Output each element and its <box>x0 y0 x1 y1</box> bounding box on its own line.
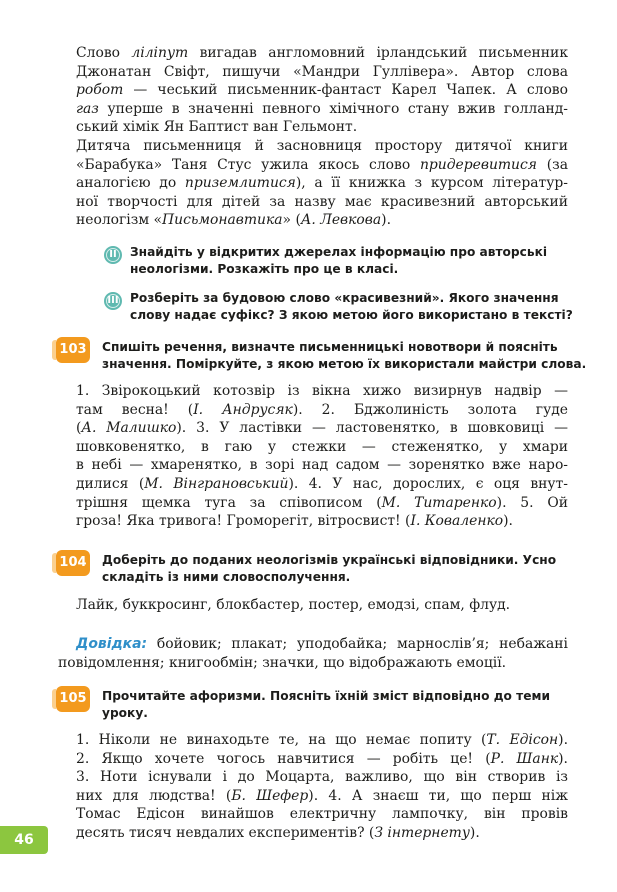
italic-fragment: І. Коваленко <box>410 513 504 530</box>
text-fragment: 1. Ніколи не винаходьте те, на що немає попиту ( <box>76 732 487 748</box>
text-fragment: в небі — хмаренятко, в зорі над садом — зоренятко вже наро- <box>76 457 568 474</box>
italic-fragment: Р. Шанк <box>490 750 559 767</box>
text-line <box>58 494 568 513</box>
text-line <box>58 137 568 156</box>
text-fragment: «Барабука» Таня Стус ужила якось слово <box>76 156 420 173</box>
italic-fragment: А. Левкова <box>300 212 382 229</box>
text-line <box>58 118 568 137</box>
italic-fragment: М. Вінграновський <box>144 475 289 492</box>
text-line <box>58 81 568 100</box>
exercise-103-task <box>102 339 587 373</box>
task-line: неологізми. Розкажіть про це в класі. <box>130 261 399 276</box>
text-fragment: ). <box>558 732 568 748</box>
text-fragment: вигадав англомовний ірландський письменник <box>188 45 568 61</box>
task-line: значення. Поміркуйте, з якою метою їх використали майстри слова. <box>102 356 587 371</box>
text-fragment: — чеський письменник-фантаст Карел Чапек. А слово <box>123 82 568 99</box>
italic-fragment: приземлитися <box>184 175 296 192</box>
page-number: 46 <box>0 826 48 854</box>
text-fragment: ), а її книжка з курсом літератур- <box>295 175 568 192</box>
text-fragment: 2. Якщо хочете чогось навчитися — робіть це! ( <box>76 750 491 767</box>
text-line <box>58 156 568 175</box>
hint-line-2: повідомлення; книгообмін; значки, що відображають емоції. <box>58 654 507 671</box>
text-fragment: ). 4. А знаєш ти, що перш ніж <box>308 787 568 804</box>
level-3-task <box>130 290 573 324</box>
text-line <box>58 44 568 63</box>
italic-fragment: М. Титаренко <box>381 494 497 511</box>
italic-fragment: Письмонавтика <box>162 212 283 229</box>
text-line <box>58 63 568 82</box>
text-line <box>58 382 568 401</box>
text-line <box>58 750 568 769</box>
text-fragment: дилися ( <box>76 475 145 492</box>
text-line <box>58 193 568 212</box>
task-line: Розберіть за будовою слово «красивезний». Якого значення <box>130 291 559 305</box>
text-fragment: Слово <box>76 45 132 61</box>
exercise-103-text <box>58 382 568 531</box>
text-fragment: Джонатан Свіфт, пишучи «Мандри Гуллівера». Автор слова <box>76 63 568 80</box>
text-fragment: ський хімік Ян Баптист ван Гельмонт. <box>76 119 358 136</box>
neologisms-list: Лайк, буккросинг, блокбастер, постер, емодзі, спам, флуд. <box>76 597 511 613</box>
text-fragment: ). 4. У нас, дорослих, є оця внут- <box>288 475 568 492</box>
italic-fragment: З інтернету <box>374 824 470 841</box>
text-fragment: ). <box>503 513 513 530</box>
exercise-105-task <box>102 688 568 722</box>
text-line <box>58 731 568 750</box>
italic-fragment: газ <box>76 100 99 117</box>
task-line: Доберіть до поданих неологізмів українські відповідники. Усно <box>102 553 557 567</box>
italic-fragment: Т. Едісон <box>486 732 559 748</box>
italic-fragment: робот <box>76 82 124 99</box>
text-fragment: ). 5. Ой <box>496 494 568 511</box>
text-line <box>58 805 568 824</box>
italic-fragment: А. Малишко <box>81 420 177 437</box>
exercise-104-number: 104 <box>56 550 90 576</box>
hint-label: Довідка: <box>76 636 148 652</box>
task-line: складіть із ними словосполучення. <box>102 569 351 584</box>
intro-paragraph-1 <box>58 44 568 137</box>
text-line <box>58 787 568 806</box>
task-line: Прочитайте афоризми. Поясніть їхній зміст відповідно до теми <box>102 689 551 703</box>
text-line <box>58 401 568 420</box>
text-fragment: Дитяча письменниця й засновниця простору дитячої книги <box>76 138 568 154</box>
text-line <box>58 438 568 457</box>
text-line <box>58 475 568 494</box>
exercise-104-task <box>102 552 568 586</box>
text-fragment: Томас Едісон винайшов електричну лампочку, він провів <box>76 806 568 823</box>
text-fragment: трішня щемка туга за співописом ( <box>76 494 382 511</box>
text-fragment: шовковенятко, в гаю у стежки — стеженятко, у хмари <box>76 438 568 455</box>
text-line <box>58 211 568 230</box>
task-line: слову надає суфікс? З якою метою його використано в тексті? <box>130 307 573 322</box>
text-fragment: (за <box>536 156 568 173</box>
text-line <box>58 824 568 843</box>
intro-paragraph-2 <box>58 137 568 230</box>
text-fragment: ( <box>76 420 82 437</box>
exercise-105-text <box>58 731 568 843</box>
text-fragment: ). 2. Бджолиність золота гуде <box>292 401 569 418</box>
text-line <box>58 419 568 438</box>
text-line <box>58 512 568 531</box>
exercise-105-number: 105 <box>56 686 90 712</box>
text-fragment: неологізм « <box>76 212 163 229</box>
text-fragment: » ( <box>282 212 301 229</box>
exercise-104-hint <box>58 635 568 672</box>
text-fragment: уперше в значенні певного хімічного стану вжив голланд- <box>98 100 568 117</box>
text-fragment: ). <box>381 212 392 229</box>
text-fragment: десять тисяч невдалих експериментів? ( <box>76 824 375 841</box>
text-fragment: там весна! ( <box>76 401 194 418</box>
italic-fragment: ліліпут <box>131 45 189 61</box>
text-line <box>58 100 568 119</box>
text-fragment: ). <box>469 824 480 841</box>
level-3-badge: III <box>104 292 122 310</box>
level-2-badge: II <box>104 246 122 264</box>
text-fragment: 1. Звірокоцький котозвір із вікна хижо визирнув надвір — <box>76 383 568 399</box>
text-fragment: 3. Ноти існували і до Моцарта, важливо, що він створив із <box>76 769 568 786</box>
text-fragment: ). <box>558 750 568 767</box>
task-line: уроку. <box>102 705 148 720</box>
italic-fragment: І. Андрусяк <box>193 401 293 418</box>
text-fragment: гроза! Яка тривога! Громорегіт, вітросвист! ( <box>76 513 411 530</box>
text-fragment: ). 3. У ластівки — ластовенятко, в шовковиці — <box>176 420 568 437</box>
italic-fragment: придеревитися <box>419 156 537 173</box>
task-line: Знайдіть у відкритих джерелах інформацію про авторські <box>130 245 548 259</box>
hint-line-1: бойовик; плакат; уподобайка; марнослів’я; небажані <box>147 636 568 652</box>
text-fragment: них для людства! ( <box>76 787 232 804</box>
text-line <box>58 768 568 787</box>
text-line <box>58 174 568 193</box>
text-line <box>58 456 568 475</box>
exercise-104-words <box>58 596 568 615</box>
task-line: Спишіть речення, визначте письменницькі новотвори й поясніть <box>102 340 558 354</box>
text-fragment: ної творчості для дітей за назву має красивезний авторський <box>76 193 568 210</box>
exercise-103-number: 103 <box>56 337 90 363</box>
italic-fragment: Б. Шефер <box>231 787 309 804</box>
level-2-task <box>130 244 568 278</box>
text-fragment: аналогією до <box>76 175 185 192</box>
